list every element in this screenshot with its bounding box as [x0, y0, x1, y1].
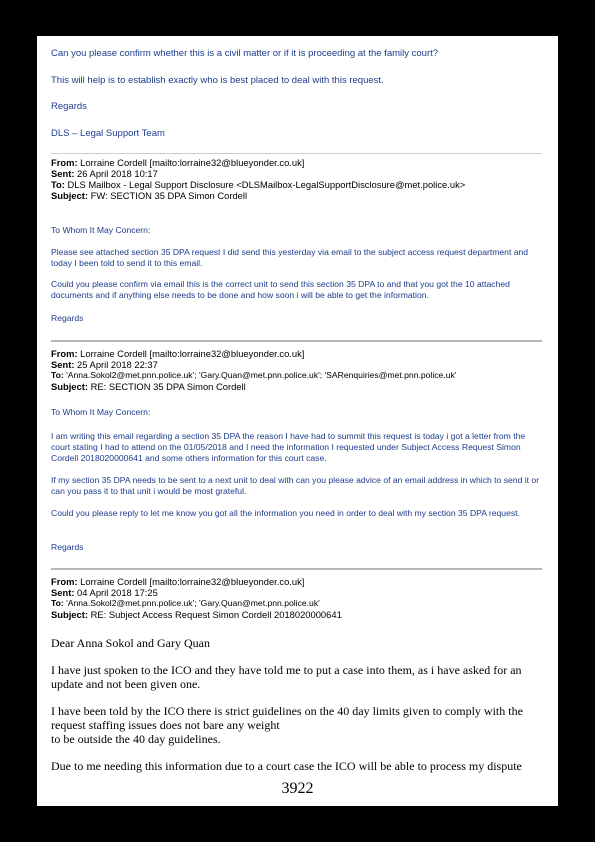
email1-subject: Subject: FW: SECTION 35 DPA Simon Cordell — [51, 190, 248, 201]
email2-regards: Regards — [51, 542, 84, 552]
email3-subject: Subject: RE: Subject Access Request Simon Cordell 2018020000641 — [51, 609, 342, 620]
document-page — [37, 36, 558, 806]
divider — [51, 340, 542, 342]
email2-from: From: Lorraine Cordell [mailto:lorraine32@blueyonder.co.uk] — [51, 348, 305, 359]
email3-sent: Sent: 04 April 2018 17:25 — [51, 587, 158, 598]
email2-greeting: To Whom It May Concern: — [51, 407, 151, 417]
email2-para3: Could you please reply to let me know you got all the information you need in order to deal with my section 35 DPA request. — [51, 508, 520, 518]
email3-para2a: I have been told by the ICO there is strict guidelines on the 40 day limits given to comply with the request staffing issues does not bare any weight — [51, 704, 523, 732]
email3-greeting: Dear Anna Sokol and Gary Quan — [51, 636, 210, 650]
email2-para1: I am writing this email regarding a section 35 DPA the reason I have had to summit this request is today i got a letter from the court stating I had to attend on the 01/05/2018 and I need the information I requested under Subject Access Request Simon Cordell 2018020000641 and some others information for this court case. — [51, 431, 526, 463]
top-regards: Regards — [51, 101, 87, 112]
email3-from: From: Lorraine Cordell [mailto:lorraine32@blueyonder.co.uk] — [51, 576, 305, 587]
top-line-1: Can you please confirm whether this is a civil matter or if it is proceeding at the family court? — [51, 48, 439, 59]
email2-subject: Subject: RE: SECTION 35 DPA Simon Cordell — [51, 381, 246, 392]
top-signature: DLS – Legal Support Team — [51, 128, 165, 139]
email2-to: To: 'Anna.Sokol2@met.pnn.police.uk'; 'Gary.Quan@met.pnn.police.uk'; 'SARenquiries@met.pnn.police.uk' — [51, 370, 457, 380]
divider — [51, 153, 542, 154]
top-line-2: This will help is to establish exactly who is best placed to deal with this request. — [51, 75, 384, 86]
email3-para2b: to be outside the 40 day guidelines. — [51, 732, 221, 746]
email1-greeting: To Whom It May Concern: — [51, 225, 151, 235]
email3-para3: Due to me needing this information due to a court case the ICO will be able to process my dispute — [51, 759, 522, 773]
email1-to: To: DLS Mailbox - Legal Support Disclosure <DLSMailbox-LegalSupportDisclosure@met.police.uk> — [51, 179, 466, 190]
divider — [51, 568, 542, 570]
email3-to: To: 'Anna.Sokol2@met.pnn.police.uk'; 'Gary.Quan@met.pnn.police.uk' — [51, 598, 320, 608]
email1-regards: Regards — [51, 313, 84, 323]
email2-para2: If my section 35 DPA needs to be sent to a next unit to deal with can you please advice of an email address in which to send it or can you pass it to that unit i would be most grateful. — [51, 475, 540, 496]
email3-para1: I have just spoken to the ICO and they have told me to put a case into them, as i have asked for an update and not been given one. — [51, 663, 522, 691]
email2-sent: Sent: 25 April 2018 22:37 — [51, 359, 158, 370]
email1-from: From: Lorraine Cordell [mailto:lorraine32@blueyonder.co.uk] — [51, 157, 305, 168]
page-number: 3922 — [281, 780, 314, 797]
email1-sent: Sent: 26 April 2018 10:17 — [51, 168, 158, 179]
email1-para1: Please see attached section 35 DPA request I did send this yesterday via email to the subject access request department and today I been told to send it to this email. — [51, 247, 529, 268]
email1-para2: Could you please confirm via email this is the correct unit to send this section 35 DPA to and that you got the 10 attached documents and if anything else needs to be done and how soon i will be able to get the information. — [51, 279, 510, 300]
